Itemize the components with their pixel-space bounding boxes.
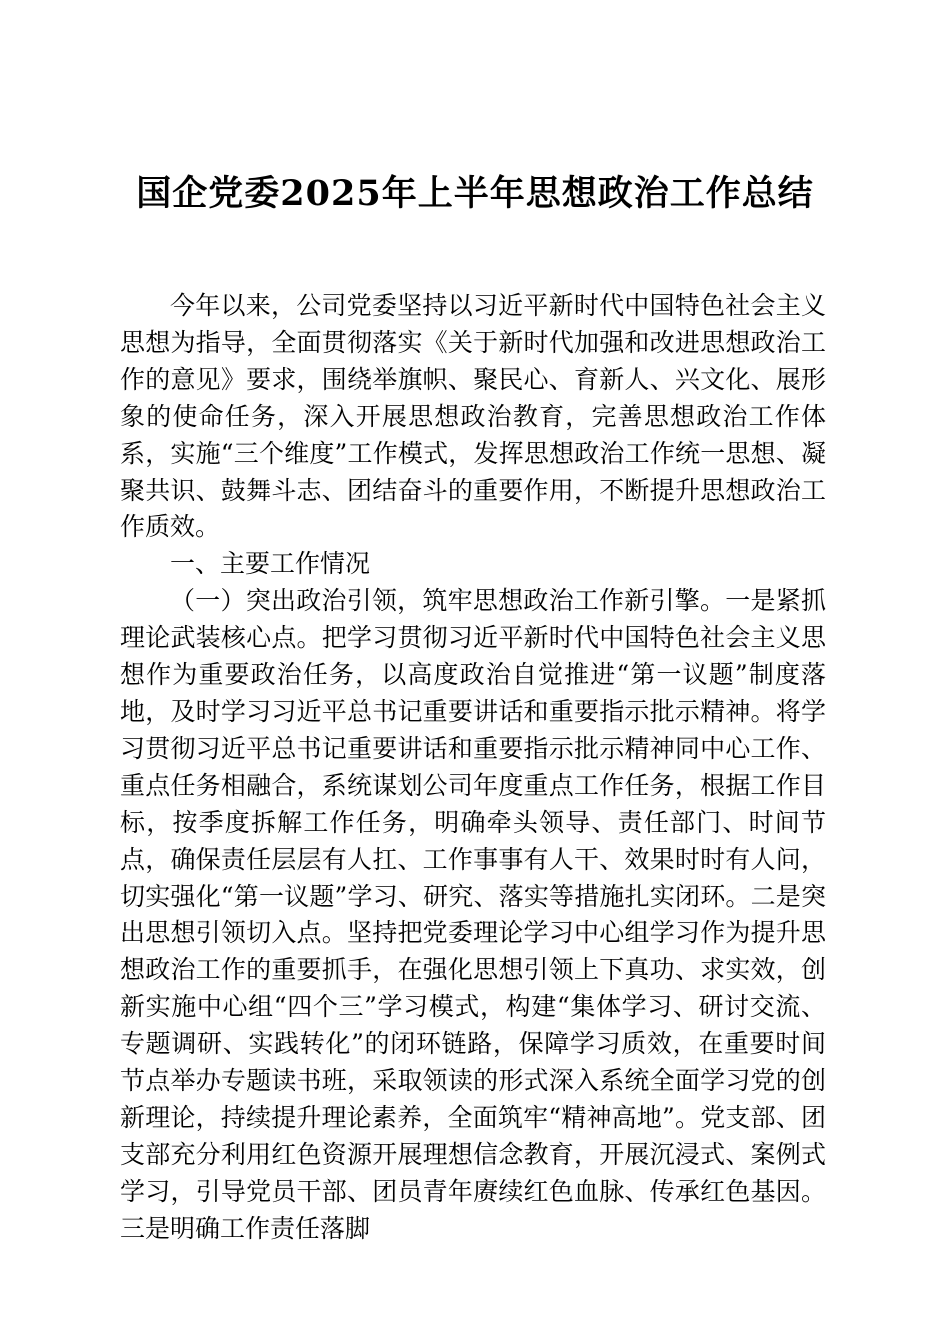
document-body <box>120 288 826 1248</box>
subsection-body: 一是紧抓理论武装核心点。把学习贯彻习近平新时代中国特色社会主义思想作为重要政治任务，以高度政治自觉推进“第一议题”制度落地，及时学习习近平总书记重要讲话和重要指示批示精神。将学习贯彻习近平总书记重要讲话和重要指示批示精神同中心工作、重点任务相融合，系统谋划公司年度重点工作任务，根据工作目标，按季度拆解工作任务，明确牵头领导、责任部门、时间节点，确保责任层层有人扛、工作事事有人干、效果时时有人问，切实强化“第一议题”学习、研究、落实等措施扎实闭环。二是突出思想引领切入点。坚持把党委理论学习中心组学习作为提升思想政治工作的重要抓手，在强化思想引领上下真功、求实效，创新实施中心组“四个三”学习模式，构建“集体学习、研讨交流、专题调研、实践转化”的闭环链路，保障学习质效，在重要时间节点举办专题读书班，采取领读的形式深入系统全面学习党的创新理论，持续提升理论素养，全面筑牢“精神高地”。党支部、团支部充分利用红色资源开展理想信念教育，开展沉浸式、案例式学习，引导党员干部、团员青年赓续红色血脉、传承红色基因。三是明确工作责任落脚 <box>120 586 826 1243</box>
subsection-heading: （一）突出政治引领，筑牢思想政治工作新引擎。 <box>170 586 726 616</box>
subsection-paragraph <box>120 583 826 1247</box>
intro-paragraph: 今年以来，公司党委坚持以习近平新时代中国特色社会主义思想为指导，全面贯彻落实《关于新时代加强和改进思想政治工作的意见》要求，围绕举旗帜、聚民心、育新人、兴文化、展形象的使命任务，深入开展思想政治教育，完善思想政治工作体系，实施“三个维度”工作模式，发挥思想政治工作统一思想、凝聚共识、鼓舞斗志、团结奋斗的重要作用，不断提升思想政治工作质效。 <box>120 291 826 542</box>
section-heading: 一、主要工作情况 <box>170 549 371 579</box>
document-title: 国企党委2025年上半年思想政治工作总结 <box>136 173 814 214</box>
